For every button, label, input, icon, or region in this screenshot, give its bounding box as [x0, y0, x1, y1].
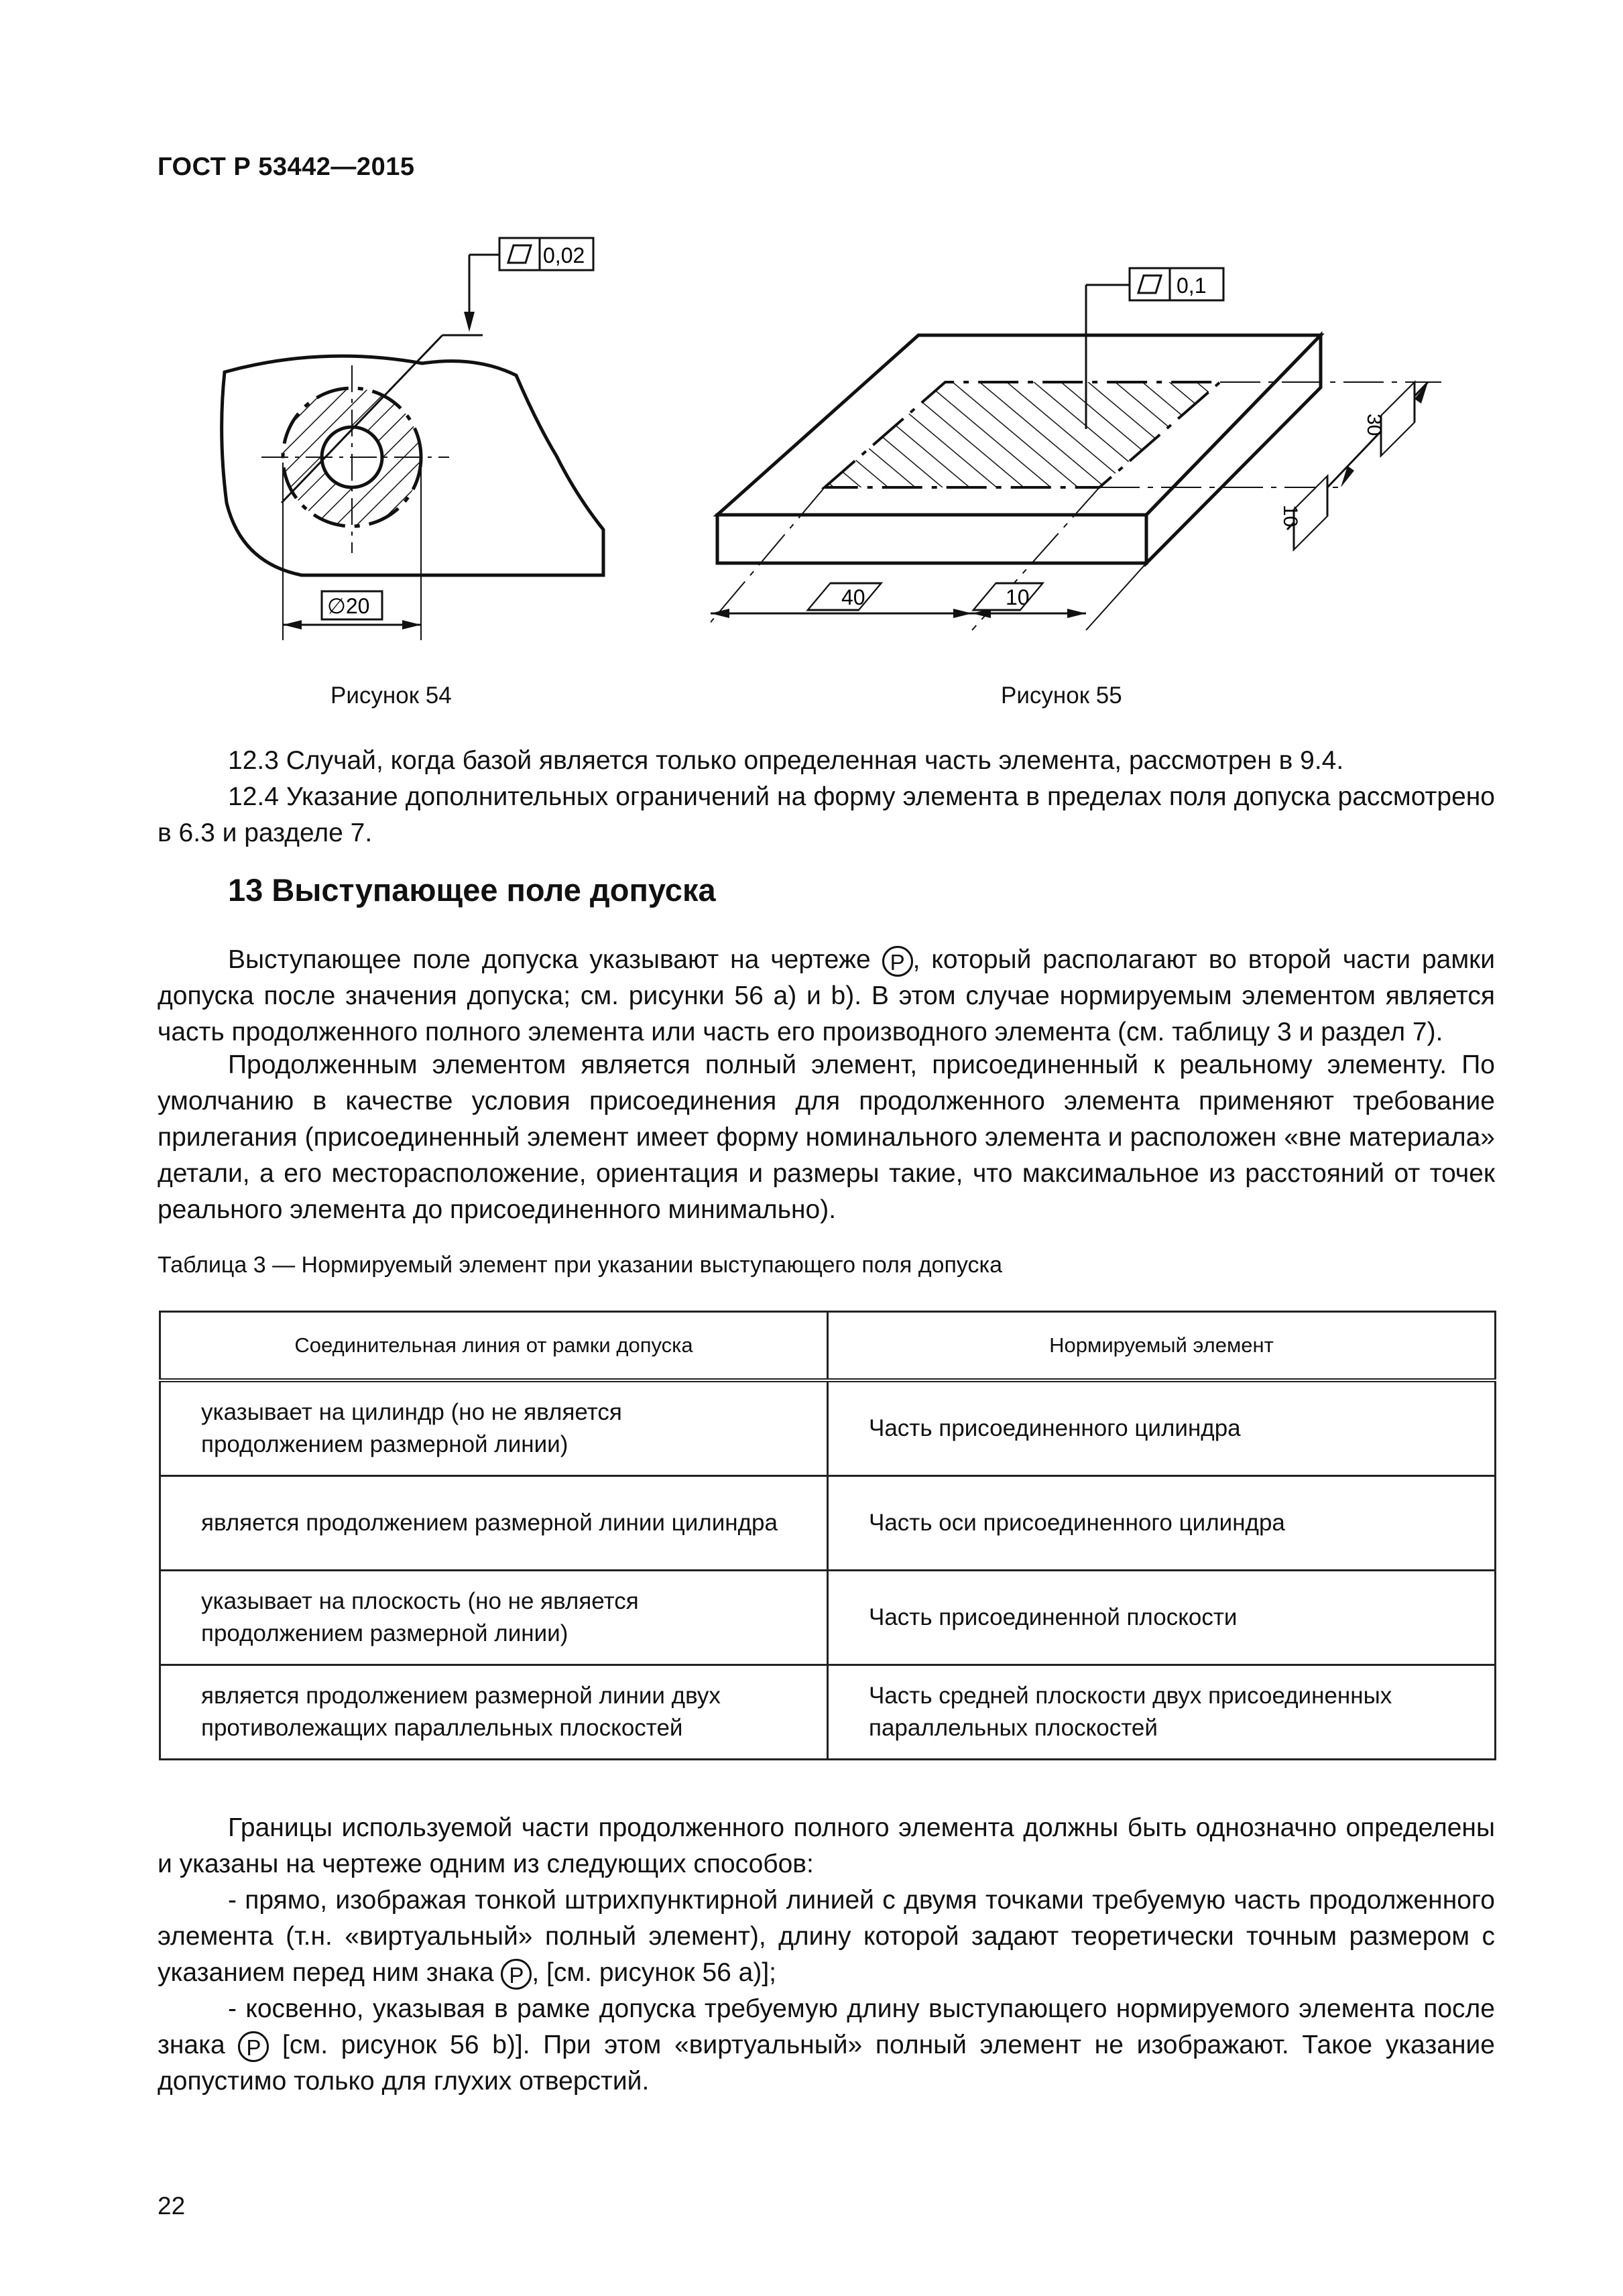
fig55-tolerance-value: 0,1	[1177, 274, 1207, 298]
table-header-row	[160, 1312, 1496, 1381]
fig54-dimension: ∅20	[327, 594, 370, 618]
paragraph-12-3-text: 12.3 Случай, когда базой является только определенная часть элемента, рассмотрен в 9.4.	[228, 746, 1344, 775]
paragraph-13-4	[158, 1882, 1495, 1991]
document-header: ГОСТ Р 53442—2015	[158, 153, 415, 181]
paragraph-13-2	[158, 1047, 1495, 1228]
fig55-dim-30: 30	[1363, 414, 1385, 436]
paragraph-12-4	[158, 779, 1495, 851]
table-row	[160, 1571, 1496, 1665]
page-number: 22	[158, 2192, 186, 2220]
figure-55	[711, 248, 1488, 650]
paragraph-13-1	[158, 942, 1495, 1050]
section-13-heading: 13 Выступающее поле допуска	[228, 872, 716, 908]
table-3-caption: Таблица 3 — Нормируемый элемент при указании выступающего поля допуска	[158, 1252, 1003, 1278]
table-cell: Часть средней плоскости двух присоединенных параллельных плоскостей	[828, 1665, 1496, 1760]
p1-text-a: Выступающее поле допуска указывают на чертеже	[228, 945, 871, 974]
table-cell: указывает на плоскость (но не является продолжением размерной линии)	[160, 1571, 828, 1665]
p1-text-b: , который располагают во второй части рамки допуска после значения допуска; см. рисунки 56 а) и b). В этом случае нормируемым элементом является часть продолженного полного элемента или часть его производного элемента (см. таблицу 3 и раздел 7).	[158, 945, 1495, 1046]
p3-text: Границы используемой части продолженного полного элемента должны быть однозначно определены и указаны на чертеже одним из следующих способов:	[158, 1813, 1495, 1878]
table-cell: является продолжением размерной линии двух противолежащих параллельных плоскостей	[160, 1665, 828, 1760]
table-cell: указывает на цилиндр (но не является продолжением размерной линии)	[160, 1380, 828, 1476]
p4-text-b: , [см. рисунок 56 а)];	[532, 1958, 777, 1987]
table-row	[160, 1665, 1496, 1760]
table-header-cell: Соединительная линия от рамки допуска	[160, 1312, 828, 1381]
p2-text: Продолженным элементом является полный элемент, присоединенный к реальному элементу. По умолчанию в качестве условия присоединения для продолженного элемента применяют требование прилегания (присоединенный элемент имеет форму номинального элемента и расположен «вне материала» детали, а его месторасположение, ориентация и размеры такие, что максимальное из расстояний от точек реального элемента до присоединенного минимально).	[158, 1050, 1495, 1224]
table-cell: Часть присоединенной плоскости	[828, 1571, 1496, 1665]
projected-tolerance-symbol: P	[501, 1959, 532, 1990]
figure-55-caption: Рисунок 55	[1001, 682, 1122, 709]
p5-text-a: - косвенно, указывая в рамке допуска требуемую длину выступающего нормируемого элемента после знака	[158, 1994, 1495, 2059]
projected-tolerance-symbol: P	[882, 946, 913, 977]
fig55-dim-40: 40	[841, 585, 865, 609]
fig54-tolerance-value: 0,02	[543, 243, 585, 267]
table-cell: является продолжением размерной линии цилиндра	[160, 1476, 828, 1571]
paragraph-13-5	[158, 1991, 1495, 2100]
fig55-dim-10-bottom: 10	[1006, 585, 1030, 609]
paragraph-12-4-text: 12.4 Указание дополнительных ограничений на форму элемента в пределах поля допуска рассмотрено в 6.3 и разделе 7.	[158, 782, 1495, 847]
paragraph-13-3	[158, 1810, 1495, 1882]
projected-tolerance-symbol: P	[238, 2031, 269, 2062]
paragraph-12-3	[158, 743, 1495, 779]
fig55-dim-10-side: 10	[1279, 505, 1301, 528]
table-cell: Часть присоединенного цилиндра	[828, 1380, 1496, 1476]
table-3	[159, 1311, 1496, 1760]
figure-54	[201, 221, 637, 650]
table-row	[160, 1380, 1496, 1476]
table-row	[160, 1476, 1496, 1571]
figure-54-caption: Рисунок 54	[330, 682, 452, 709]
p4-text-a: - прямо, изображая тонкой штрихпунктирной линией с двумя точками требуемую часть продолженного элемента (т.н. «виртуальный» полный элемент), длину которой задают теоретически точным размером с указанием перед ним знака	[158, 1886, 1495, 1987]
table-header-cell: Нормируемый элемент	[828, 1312, 1496, 1381]
p5-text-b: [см. рисунок 56 b)]. При этом «виртуальный» полный элемент не изображают. Такое указание допустимо только для глухих отверстий.	[158, 2031, 1495, 2096]
table-cell: Часть оси присоединенного цилиндра	[828, 1476, 1496, 1571]
